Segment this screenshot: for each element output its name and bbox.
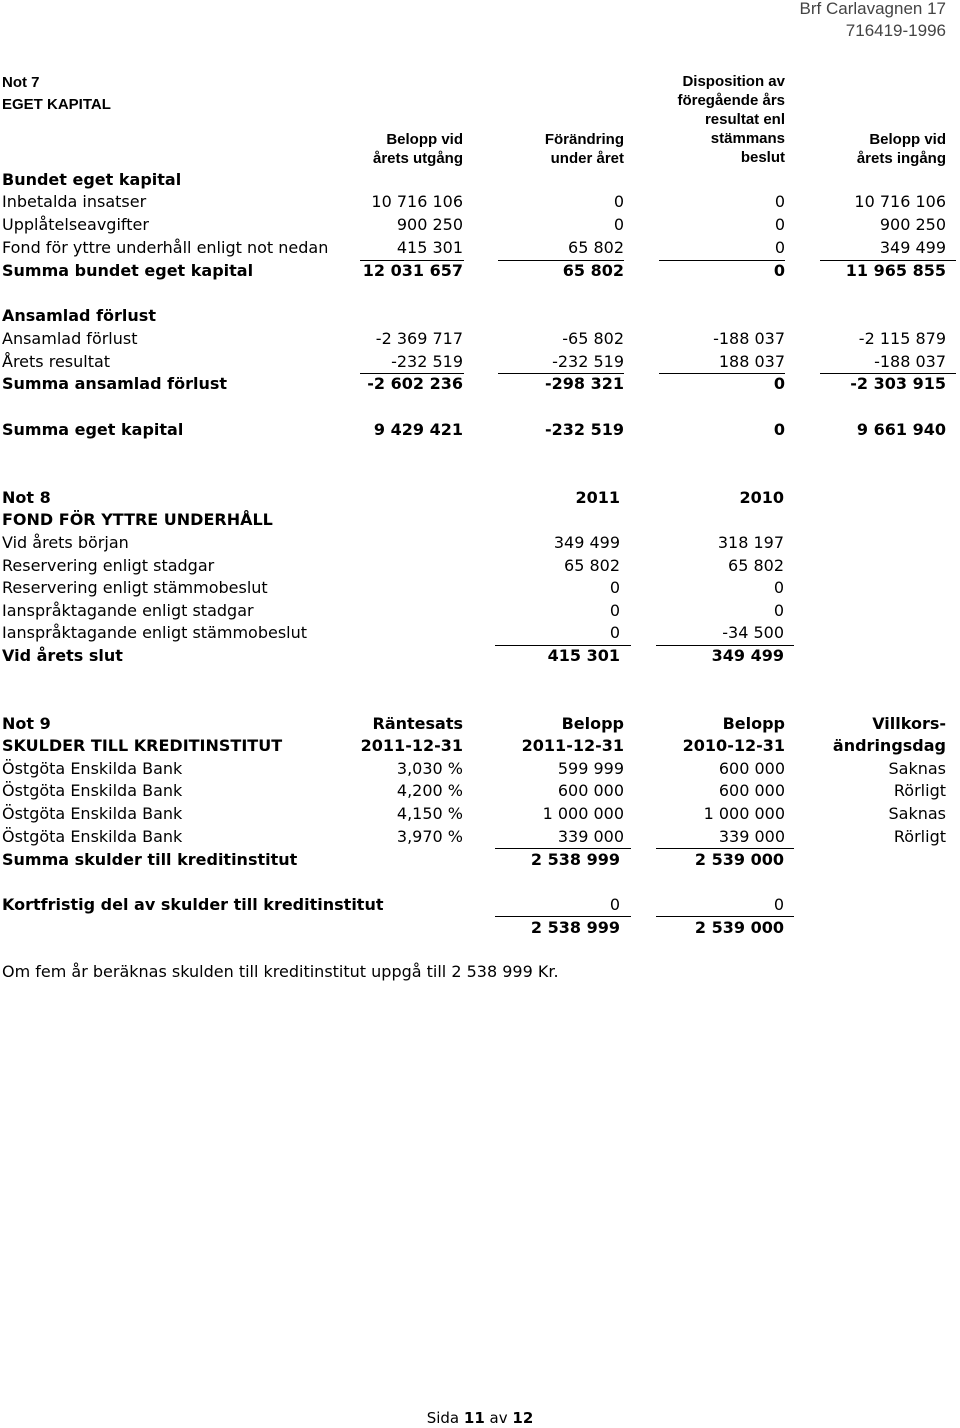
row-value: 0: [774, 215, 785, 234]
row-label: Årets resultat: [2, 352, 111, 371]
row-value: 9 661 940: [856, 420, 946, 439]
row-label: Inbetalda insatser: [2, 192, 147, 211]
row-label: Kortfristig del av skulder till kreditinstitut: [2, 895, 384, 914]
note8-label: Not 8: [2, 488, 51, 507]
row-label: Östgöta Enskilda Bank: [2, 827, 183, 846]
row-value: -232 519: [391, 352, 463, 371]
note8-title: FOND FÖR YTTRE UNDERHÅLL: [2, 510, 273, 529]
row-label: Reservering enligt stadgar: [2, 556, 215, 575]
row-value: 0: [773, 601, 784, 620]
note8-year-current: 2011: [575, 488, 620, 507]
row-value: 600 000: [718, 759, 785, 778]
row-value: 339 000: [557, 827, 624, 846]
row-value: 188 037: [718, 352, 785, 371]
note7-label: Not 7: [2, 74, 40, 91]
col-header-disposition: Disposition av föregående års resultat enl stämmans beslut: [677, 73, 785, 166]
row-value: 65 802: [562, 261, 624, 280]
row-label: Upplåtelseavgifter: [2, 215, 149, 234]
row-value: 2 538 999: [530, 850, 620, 869]
row-value: 0: [609, 895, 620, 914]
row-value: -34 500: [722, 623, 784, 642]
row-value: Saknas: [888, 804, 946, 823]
footer-page: 11: [463, 1409, 485, 1427]
row-label: Summa eget kapital: [2, 420, 184, 439]
row-value: -188 037: [874, 352, 946, 371]
row-label: Östgöta Enskilda Bank: [2, 781, 183, 800]
row-label: Summa ansamlad förlust: [2, 374, 227, 393]
row-value: 0: [773, 261, 785, 280]
footer-total: 12: [512, 1409, 534, 1427]
row-label: Summa skulder till kreditinstitut: [2, 850, 298, 869]
row-label: Östgöta Enskilda Bank: [2, 759, 183, 778]
row-value: 65 802: [728, 556, 784, 575]
rule: [659, 260, 785, 261]
note9-label: Not 9: [2, 714, 51, 733]
note8-year-previous: 2010: [739, 488, 784, 507]
row-label: Summa bundet eget kapital: [2, 261, 254, 280]
row-value: -65 802: [562, 329, 624, 348]
row-value: 0: [773, 374, 785, 393]
row-value: 10 716 106: [371, 192, 463, 211]
col-header-bottom: ändringsdag: [832, 736, 946, 755]
row-value: -2 369 717: [375, 329, 463, 348]
row-value: 65 802: [568, 238, 624, 257]
row-value: 65 802: [564, 556, 620, 575]
row-value: -298 321: [544, 374, 624, 393]
col-header-bottom: 2011-12-31: [360, 736, 463, 755]
row-value: 0: [773, 420, 785, 439]
row-label: Ansamlad förlust: [2, 329, 138, 348]
row-value: 349 499: [711, 646, 784, 665]
row-value: 415 301: [396, 238, 463, 257]
section-bundet: Bundet eget kapital: [2, 170, 182, 189]
row-value: 900 250: [879, 215, 946, 234]
col-header-top: Belopp: [722, 714, 785, 733]
row-label: Östgöta Enskilda Bank: [2, 804, 183, 823]
row-value: 600 000: [718, 781, 785, 800]
row-label: Ianspråktagande enligt stadgar: [2, 601, 254, 620]
note7-title: EGET KAPITAL: [2, 96, 111, 113]
row-value: 10 716 106: [854, 192, 946, 211]
row-value: 0: [613, 215, 624, 234]
rule: [659, 373, 785, 374]
row-value: 1 000 000: [542, 804, 624, 823]
row-value: 900 250: [396, 215, 463, 234]
row-value: 3,030 %: [396, 759, 463, 778]
row-value: 12 031 657: [362, 261, 463, 280]
row-value: 318 197: [717, 533, 784, 552]
row-value: -188 037: [713, 329, 785, 348]
row-value: 599 999: [557, 759, 624, 778]
row-label: Fond för yttre underhåll enligt not nedan: [2, 238, 329, 257]
row-value: -232 519: [544, 420, 624, 439]
rule: [495, 916, 631, 917]
col-header-bottom: 2010-12-31: [682, 736, 785, 755]
row-value: 4,200 %: [396, 781, 463, 800]
row-label: Vid årets början: [2, 533, 129, 552]
rule: [656, 848, 794, 849]
col-header-change: Förändring under året: [544, 131, 624, 167]
row-label: Vid årets slut: [2, 646, 123, 665]
footer-prefix: Sida: [426, 1409, 460, 1427]
row-value: Rörligt: [893, 827, 946, 846]
col-header-closing: Belopp vid årets utgång: [372, 131, 463, 167]
row-value: 1 000 000: [703, 804, 785, 823]
rule: [656, 916, 794, 917]
col-header-bottom: 2011-12-31: [521, 736, 624, 755]
row-value: -232 519: [552, 352, 624, 371]
row-value: 349 499: [553, 533, 620, 552]
row-value: -2 602 236: [367, 374, 463, 393]
col-header-top: Räntesats: [372, 714, 463, 733]
row-value: 2 539 000: [694, 918, 784, 937]
row-value: 0: [609, 601, 620, 620]
row-value: 2 538 999: [530, 918, 620, 937]
col-header-opening: Belopp vid årets ingång: [856, 131, 946, 167]
row-value: 415 301: [547, 646, 620, 665]
section-ansamlad: Ansamlad förlust: [2, 306, 156, 325]
row-value: 2 539 000: [694, 850, 784, 869]
row-value: -2 115 879: [858, 329, 946, 348]
row-value: 11 965 855: [845, 261, 946, 280]
row-value: Rörligt: [893, 781, 946, 800]
rule: [495, 848, 631, 849]
row-value: 0: [609, 578, 620, 597]
org-name: Brf Carlavagnen 17: [799, 0, 946, 18]
footer-middle: av: [489, 1409, 508, 1427]
org-number: 716419-1996: [845, 21, 946, 40]
page-footer: [0, 1408, 960, 1428]
row-value: -2 303 915: [850, 374, 946, 393]
col-header-top: Belopp: [561, 714, 624, 733]
row-value: 4,150 %: [396, 804, 463, 823]
col-header-top: Villkors-: [872, 714, 946, 733]
row-value: 0: [609, 623, 620, 642]
row-value: 339 000: [718, 827, 785, 846]
row-value: 3,970 %: [396, 827, 463, 846]
row-value: 9 429 421: [373, 420, 463, 439]
row-value: 0: [773, 895, 784, 914]
row-value: 0: [774, 192, 785, 211]
row-value: 349 499: [879, 238, 946, 257]
row-label: Ianspråktagande enligt stämmobeslut: [2, 623, 308, 642]
row-value: Saknas: [888, 759, 946, 778]
row-value: 0: [773, 578, 784, 597]
note9-title: SKULDER TILL KREDITINSTITUT: [2, 736, 283, 755]
row-label: Reservering enligt stämmobeslut: [2, 578, 268, 597]
row-value: 0: [774, 238, 785, 257]
row-value: 600 000: [557, 781, 624, 800]
row-value: 0: [613, 192, 624, 211]
note9-footnote: Om fem år beräknas skulden till kreditinstitut uppgå till 2 538 999 Kr.: [2, 962, 559, 981]
